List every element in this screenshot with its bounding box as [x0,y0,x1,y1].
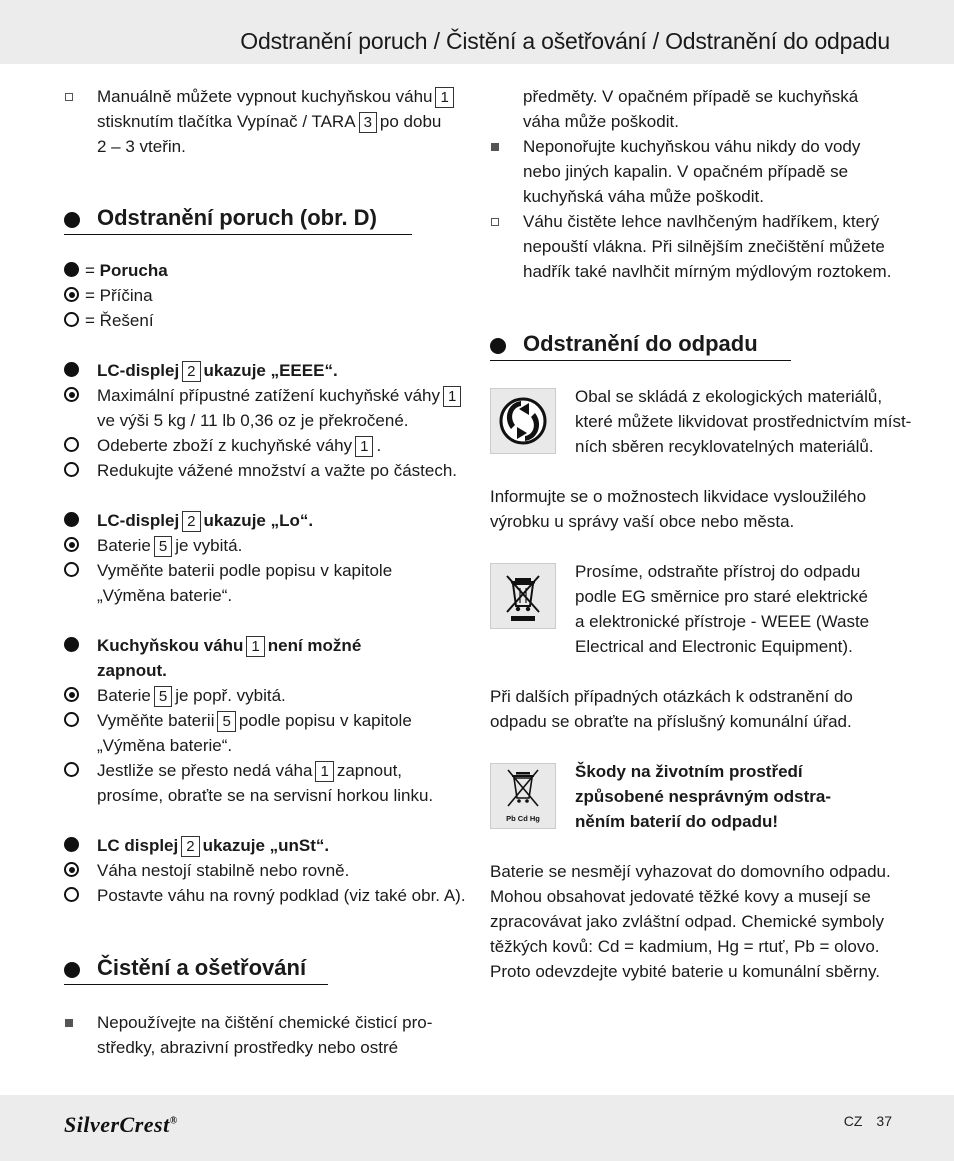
fault-eeee: LC-displej 2 ukazuje „EEEE“. [97,361,338,380]
battery-paragraph-line-2: Mohou obsahovat jedovaté těžké kovy a musejí se [490,887,871,906]
battery-heading-line-3: něním baterií do odpadu! [575,812,779,831]
cleaning-p1-line-1: Nepoužívejte na čištění chemické čisticí pro- [97,1013,433,1032]
fault-lo: LC-displej 2 ukazuje „Lo“. [97,511,314,530]
fault-no-power-line-1: Kuchyňskou váhu 1 není možné [97,636,362,655]
weee-line-4: Electrical and Electronic Equipment). [575,637,853,656]
weee-line-1: Prosíme, odstraňte přístroj do odpadu [575,562,861,581]
heading-bullet-icon [64,212,80,228]
green-dot-recycling-icon [490,388,556,454]
cause-symbol-icon [64,862,79,877]
cause-eeee-line-1: Maximální přípustné zatížení kuchyňské váhy 1 [97,383,464,408]
info-line-1: Informujte se o možnostech likvidace vysloužilého [490,487,867,506]
heading-bullet-icon [64,962,80,978]
section-heading-disposal [490,329,791,361]
solution-symbol-icon [64,462,79,477]
cause-symbol-icon [64,687,79,702]
cause-unst: Váha nestojí stabilně nebo rovně. [97,861,350,880]
solution-symbol-icon [64,562,79,577]
bullet-square-outline [65,93,73,101]
solution-symbol-icon [64,762,79,777]
fault-no-power-line-2: zapnout. [97,661,167,680]
cleaning-p1-line-2: středky, abrazivní prostředky nebo ostré [97,1038,399,1057]
section-title: Odstranění poruch (obr. D) [97,205,377,230]
solution-symbol-icon [64,312,79,327]
cause-symbol-icon [64,537,79,552]
cleaning-p3-line-3: hadřík také navlhčit mírným mýdlovým roztokem. [523,262,892,281]
part-ref-box: 3 [359,112,377,133]
solution-no-power-1-line-2: „Výměna baterie“. [97,736,233,755]
solution-lo-line-1: Vyměňte baterii podle popisu v kapitole [97,561,393,580]
cause-no-power: Baterie 5 je popř. vybitá. [97,686,286,705]
solution-symbol-icon [64,437,79,452]
bullet-square-filled [491,143,499,151]
weee-crossed-bin-icon [490,563,556,629]
packaging-line-1: Obal se skládá z ekologických materiálů, [575,387,883,406]
solution-unst: Postavte váhu na rovný podklad (viz také obr. A). [97,886,466,905]
legend-fault: = Porucha [85,261,168,280]
page-header [0,0,954,64]
solution-symbol-icon [64,712,79,727]
solution-no-power-2-line-1: Jestliže se přesto nedá váha 1 zapnout, [97,761,403,780]
page-title: Odstranění poruch / Čistění a ošetřování / Odstranění do odpadu [240,28,890,54]
page-number: 37 [876,1113,892,1129]
weee-crossed-bin-icon [491,564,555,628]
weee-line-3: a elektronické přístroje - WEEE (Waste [575,612,870,631]
weee-line-2: podle EG směrnice pro staré elektrické [575,587,868,606]
fault-symbol-icon [64,262,79,277]
packaging-line-3: ních sběren recyklovatelných materiálů. [575,437,874,456]
green-dot-recycling-icon [491,389,555,453]
fault-symbol-icon [64,637,79,652]
fault-unst: LC displej 2 ukazuje „unSt“. [97,836,330,855]
cleaning-p2-line-1: Neponořujte kuchyňskou váhu nikdy do vody [523,137,861,156]
battery-paragraph-line-5: Proto odevzdejte vybité baterie u komunální sběrny. [490,962,880,981]
page-info [844,1113,892,1129]
solution-no-power-2-line-2: prosíme, obraťte se na servisní horkou linku. [97,786,434,805]
battery-disposal-icon [490,763,556,829]
cause-eeee-line-2: ve výši 5 kg / 11 lb 0,36 oz je překročené. [97,411,409,430]
cause-symbol-icon [64,387,79,402]
intro-line-2: stisknutím tlačítka Vypínač / TARA 3 po dobu [97,112,442,131]
solution-eeee-1: Odeberte zboží z kuchyňské váhy 1 . [97,436,382,455]
page-footer [0,1095,954,1161]
part-ref-box: 1 [435,87,453,108]
cleaning-p2-line-2: nebo jiných kapalin. V opačném případě se [523,162,849,181]
cleaning-p1-line-3: předměty. V opačném případě se kuchyňská [523,87,859,106]
questions-line-1: Při dalších případných otázkách k odstranění do [490,687,853,706]
packaging-line-2: které můžete likvidovat prostřednictvím míst- [575,412,912,431]
battery-paragraph-line-1: Baterie se nesmějí vyhazovat do domovního odpadu. [490,862,891,881]
solution-no-power-1-line-1: Vyměňte baterii 5 podle popisu v kapitole [97,711,412,730]
cause-lo: Baterie 5 je vybitá. [97,536,243,555]
cleaning-p3-line-1: Váhu čistěte lehce navlhčeným hadříkem, který [523,212,880,231]
bullet-square-filled [65,1019,73,1027]
cleaning-p3-line-2: nepouští vlákna. Při silnějším znečištění můžete [523,237,885,256]
info-line-2: výrobku u správy vaší obce nebo města. [490,512,795,531]
questions-line-2: odpadu se obraťte na příslušný komunální úřad. [490,712,852,731]
section-heading-troubleshooting [64,203,412,235]
cleaning-p2-line-3: kuchyňská váha může poškodit. [523,187,764,206]
intro-line-1: Manuálně můžete vypnout kuchyňskou váhu 1 [97,84,457,109]
silvercrest-logo: SilverCrest® [64,1112,178,1137]
battery-paragraph-line-3: zpracovávat jako zvláštní odpad. Chemické symboly [490,912,885,931]
solution-lo-line-2: „Výměna baterie“. [97,586,233,605]
fault-symbol-icon [64,512,79,527]
section-title: Odstranění do odpadu [523,331,758,356]
solution-symbol-icon [64,887,79,902]
solution-eeee-2: Redukujte vážené množství a važte po částech. [97,461,458,480]
fault-symbol-icon [64,837,79,852]
heavy-metals-label: Pb Cd Hg [506,814,540,823]
legend-solution: = Řešení [85,311,154,330]
battery-disposal-icon [491,764,555,816]
bullet-square-outline [491,218,499,226]
battery-heading-line-2: způsobené nesprávným odstra- [575,787,832,806]
section-heading-cleaning [64,953,328,985]
battery-heading-line-1: Škody na životním prostředí [575,762,803,781]
cause-symbol-icon [64,287,79,302]
section-title: Čistění a ošetřování [97,955,307,980]
battery-paragraph-line-4: těžkých kovů: Cd = kadmium, Hg = rtuť, Pb = olovo. [490,937,880,956]
fault-symbol-icon [64,362,79,377]
heading-bullet-icon [490,338,506,354]
legend-cause: = Příčina [85,286,153,305]
language-code: CZ [843,1113,863,1129]
intro-line-3: 2 – 3 vteřin. [97,137,186,156]
cleaning-p1-line-4: váha může poškodit. [523,112,679,131]
